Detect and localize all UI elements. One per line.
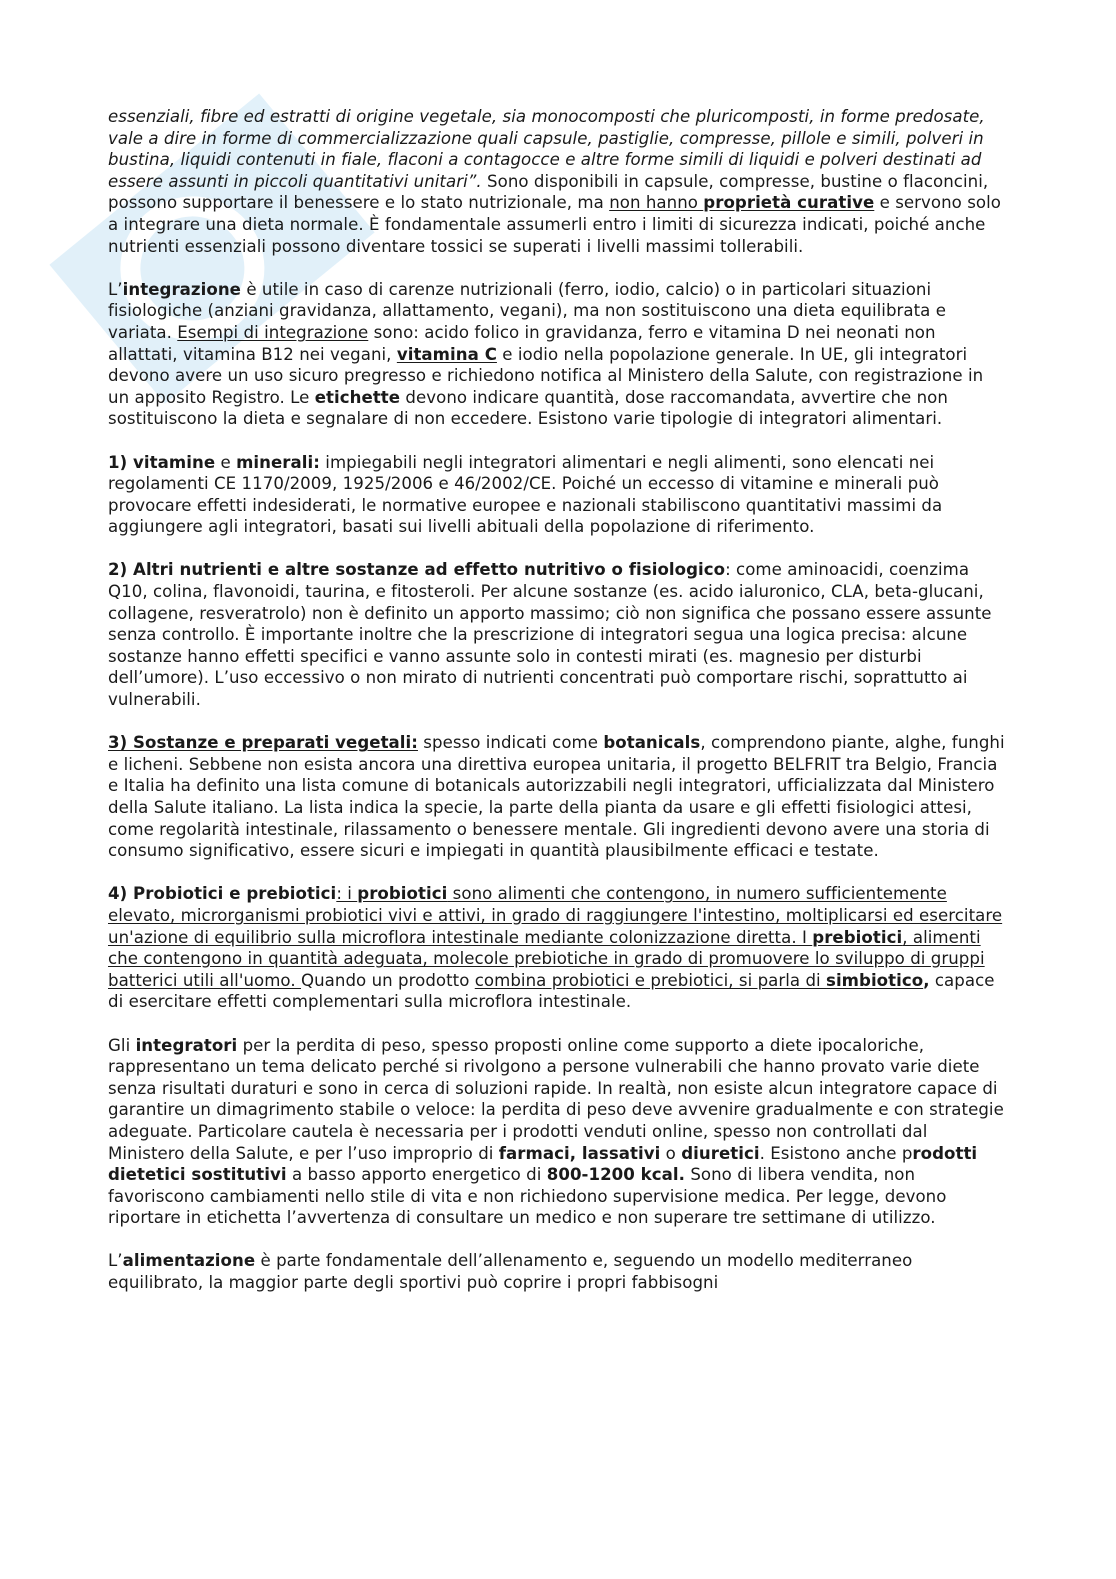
- text-run: etichette: [314, 387, 401, 407]
- text-run: Sono di libera vendita, non favoriscono cambiamenti nello stile di vita e non richiedono supervisione medica. Per legge, devono riportare in etichetta l’avvertenza di consultare un medico e non superare tre settimane di utilizzo.: [108, 1165, 947, 1228]
- paragraph-perdita-peso: [108, 1035, 1008, 1229]
- text-run: 800-1200 kcal.: [546, 1165, 685, 1185]
- text-run: non hanno: [609, 193, 704, 213]
- text-run: botanicals: [603, 733, 701, 753]
- text-run: minerali:: [236, 452, 320, 472]
- paragraph-alimentazione: [108, 1250, 1008, 1293]
- text-run: essenziali, fibre ed estratti di origine vegetale, sia monocomposti che pluricomposti, in forme predosate, vale a dire in forme di commercializzazione quali capsule, pastiglie, compresse, pillole e simili, polveri in bustina, liquidi contenuti in fiale, flaconi a contagocce e altre forme simili di liquidi e polveri destinati ad essere assunti in piccoli quantitativi unitari”.: [108, 107, 985, 191]
- text-run: integratori: [135, 1035, 238, 1055]
- text-run: farmaci, lassativi: [498, 1143, 661, 1163]
- paragraph-vitamine: [108, 452, 1008, 538]
- text-run: è utile in caso di carenze nutrizionali (ferro, iodio, calcio) o in particolari situazioni fisiologiche (anziani gravidanza, allattamento, vegani), ma non sostituiscono una dieta equilibrata e variata.: [108, 279, 946, 342]
- text-run: alimentazione: [122, 1251, 256, 1271]
- text-run: ,: [923, 970, 930, 990]
- text-run: devono indicare quantità, dose raccomandata, avvertire che non sostituiscono la dieta e segnalare di non eccedere. Esistono varie tipologie di integratori alimentari.: [108, 387, 948, 429]
- text-run: 4) Probiotici e prebiotici: [108, 884, 337, 904]
- text-run: proprietà curative: [703, 193, 875, 213]
- text-run: capace di esercitare effetti complementari sulla microflora intestinale.: [108, 970, 995, 1012]
- text-run: integrazione: [122, 279, 241, 299]
- paragraph-botanicals: [108, 732, 1008, 862]
- text-run: impiegabili negli integratori alimentari e negli alimenti, sono elencati nei regolamenti CE 1170/2009, 1925/2006 e 46/2002/CE. Poiché un eccesso di vitamine e minerali può provocare effetti indesiderati, le normative europee e nazionali stabiliscono quantitativi massimi da aggiungere agli integratori, basati sui livelli abituali della popolazione di riferimento.: [108, 452, 943, 537]
- paragraph-intro: [108, 106, 1008, 257]
- text-run: L’: [108, 1251, 123, 1271]
- text-run: e iodio nella popolazione generale. In UE, gli integratori devono avere un uso sicuro pregresso e richiedono notifica al Ministero della Salute, con registrazione in un apposito Registro. Le: [108, 344, 984, 407]
- text-run: Quando un prodotto: [301, 970, 475, 990]
- text-run: per la perdita di peso, spesso proposti online come supporto a diete ipocaloriche, rappresentano un tema delicato perché si rivolgono a persone vulnerabili che hanno provato varie diete senza risultati duraturi e sono in cerca di soluzioni rapide. In realtà, non esiste alcun integratore capace di garantire un dimagrimento stabile o veloce: la perdita di peso deve avvenire gradualmente e con strategie adeguate. Particolare cautela è necessaria per i prodotti venduti online, spesso non controllati dal Ministero della Salute, e per l’uso improprio di: [108, 1035, 1004, 1163]
- text-run: : come aminoacidi, coenzima Q10, colina, flavonoidi, taurina, e fitosteroli. Per alcune sostanze (es. acido ialuronico, CLA, beta-glucani, collagene, resveratrolo) non è definito un apporto massimo; ciò non significa che possano essere assunte senza controllo. È importante inoltre che la prescrizione di integratori segua una logica precisa: alcune sostanze hanno effetti specifici e vanno assunte solo in contesti mirati (es. magnesio per disturbi dell’umore). L’uso eccessivo o non mirato di nutrienti concentrati può comportare rischi, soprattutto ai vulnerabili.: [108, 560, 992, 710]
- text-run: a basso apporto energetico di: [286, 1165, 547, 1185]
- paragraph-integrazione: [108, 279, 1008, 430]
- text-run: simbiotico: [826, 970, 924, 990]
- text-run: . Esistono anche p: [759, 1143, 913, 1163]
- text-run: combina probiotici e prebiotici, si parla di: [474, 970, 827, 990]
- text-run: Sono disponibili in capsule, compresse, bustine o flaconcini, possono supportare il benessere e lo stato nutrizionale, ma: [108, 171, 989, 213]
- text-run: 2) Altri nutrienti e altre sostanze ad effetto nutritivo o fisiologico: [108, 560, 726, 580]
- text-run: e servono solo a integrare una dieta normale. È fondamentale assumerli entro i limiti di sicurezza indicati, poiché anche nutrienti essenziali possono diventare tossici se superati i livelli massimi tollerabili.: [108, 193, 1001, 256]
- text-run: , alimenti che contengono in quantità adeguata, molecole prebiotiche in grado di promuovere lo sviluppo di gruppi batterici utili all'uomo.: [108, 927, 985, 990]
- document-body: [108, 106, 1008, 1294]
- text-run: : i: [336, 884, 358, 904]
- text-run: Esempi di integrazione: [177, 322, 369, 342]
- text-run: 3) Sostanze e preparati vegetali:: [108, 733, 418, 753]
- text-run: rodotti dietetici sostitutivi: [108, 1143, 978, 1185]
- text-run: prebiotici: [812, 927, 903, 947]
- text-run: e: [215, 452, 237, 472]
- text-run: o: [660, 1143, 682, 1163]
- text-run: è parte fondamentale dell’allenamento e, seguendo un modello mediterraneo equilibrato, la maggior parte degli sportivi può coprire i propri fabbisogni: [108, 1251, 913, 1293]
- text-run: diuretici: [681, 1143, 760, 1163]
- paragraph-probiotici: [108, 883, 1008, 1013]
- text-run: spesso indicati come: [417, 733, 604, 753]
- text-run: sono: acido folico in gravidanza, ferro e vitamina D nei neonati non allattati, vitamina B12 nei vegani,: [108, 322, 936, 364]
- text-run: 1) vitamine: [108, 452, 216, 472]
- text-run: probiotici: [357, 884, 448, 904]
- paragraph-altri-nutrienti: [108, 559, 1008, 710]
- text-run: , comprendono piante, alghe, funghi e licheni. Sebbene non esista ancora una direttiva europea unitaria, il progetto BELFRIT tra Belgio, Francia e Italia ha definito una lista comune di botanicals autorizzabili negli integratori, ufficializzata dal Ministero della Salute italiano. La lista indica la specie, la parte della pianta da usare e gli effetti fisiologici attesi, come regolarità intestinale, rilassamento o benessere mentale. Gli ingredienti devono avere una storia di consumo significativo, essere sicuri e impiegati in quantità plausibilmente efficaci e testate.: [108, 733, 1005, 861]
- text-run: Gli: [108, 1035, 136, 1055]
- text-run: vitamina C: [396, 344, 497, 364]
- text-run: sono alimenti che contengono, in numero sufficientemente elevato, microrganismi probiotici vivi e attivi, in grado di raggiungere l'intestino, moltiplicarsi ed esercitare un'azione di equilibrio sulla microflora intestinale mediante colonizzazione diretta. I: [108, 884, 1003, 947]
- text-run: L’: [108, 279, 123, 299]
